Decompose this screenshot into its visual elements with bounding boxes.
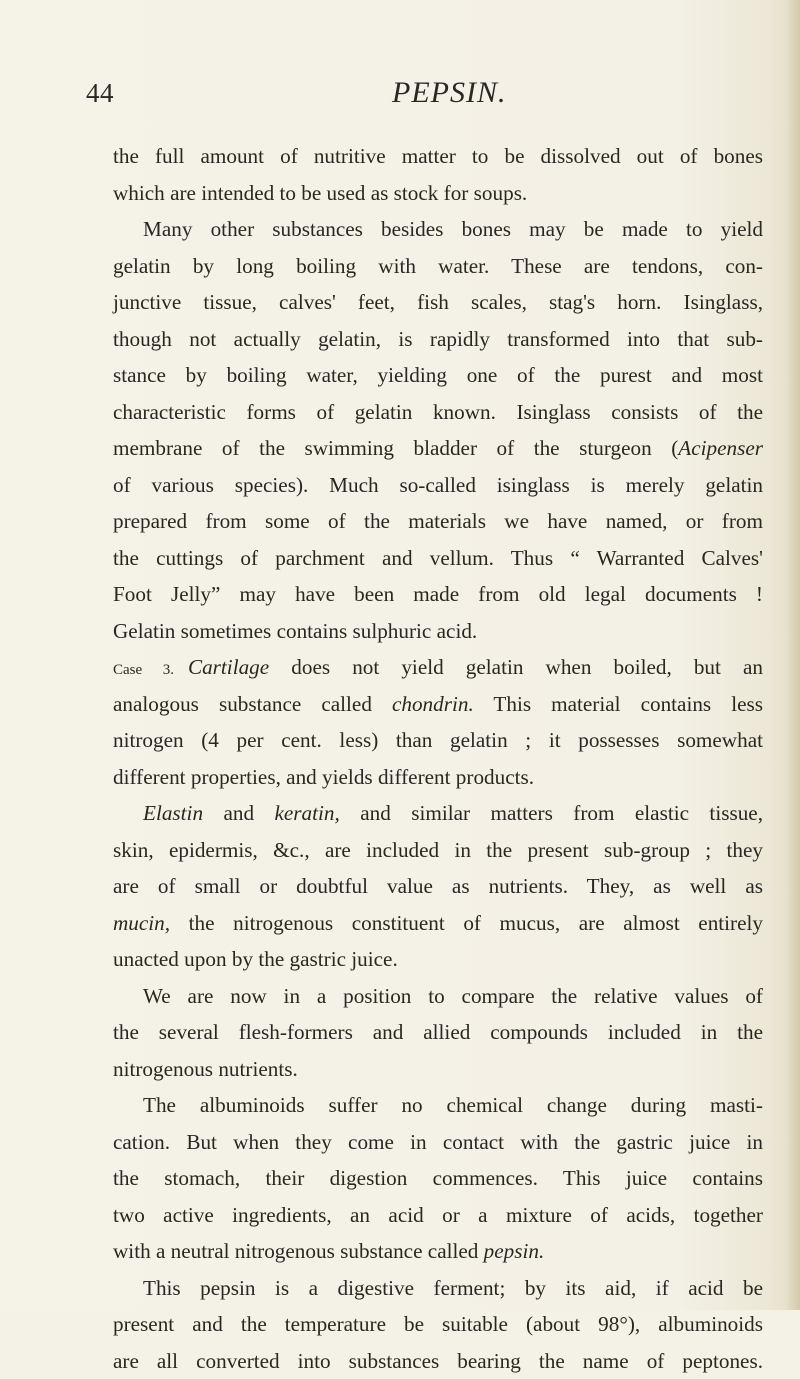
text-line: different properties, and yields different products. <box>113 759 763 796</box>
text-line: This pepsin is a digestive ferment; by its aid, if acid be <box>113 1270 763 1307</box>
text-line: the stomach, their digestion commences. This juice contains <box>113 1160 763 1197</box>
text-line: skin, epidermis, &c., are included in the present sub-group ; they <box>113 832 763 869</box>
italic-term: pepsin. <box>484 1239 545 1263</box>
text-span: This material contains less <box>474 692 763 716</box>
italic-term: mucin, <box>113 911 170 935</box>
text-line: unacted upon by the gastric juice. <box>113 941 763 978</box>
text-line: are of small or doubtful value as nutrients. They, as well as <box>113 868 763 905</box>
running-head <box>0 76 800 116</box>
text-line: stance by boiling water, yielding one of the purest and most <box>113 357 763 394</box>
text-line: characteristic forms of gelatin known. Isinglass consists of the <box>113 394 763 431</box>
text-span: analogous substance called <box>113 692 392 716</box>
italic-term: Elastin <box>143 801 203 825</box>
text-line <box>113 1233 763 1270</box>
italic-term: chondrin. <box>392 692 474 716</box>
page-edge-shadow <box>786 0 800 1310</box>
text-line: The albuminoids suffer no chemical change during masti- <box>113 1087 763 1124</box>
italic-term: keratin, <box>274 801 339 825</box>
text-line: though not actually gelatin, is rapidly transformed into that sub- <box>113 321 763 358</box>
text-line <box>113 795 763 832</box>
text-line <box>113 686 763 723</box>
text-span: with a neutral nitrogenous substance called <box>113 1239 484 1263</box>
text-line: nitrogenous nutrients. <box>113 1051 763 1088</box>
text-line: are all converted into substances bearing the name of peptones. <box>113 1343 763 1379</box>
text-line: nitrogen (4 per cent. less) than gelatin ; it possesses somewhat <box>113 722 763 759</box>
text-line: We are now in a position to compare the relative values of <box>113 978 763 1015</box>
text-line: junctive tissue, calves' feet, fish scales, stag's horn. Isinglass, <box>113 284 763 321</box>
text-span: membrane of the swimming bladder of the sturgeon ( <box>113 436 678 460</box>
text-line: two active ingredients, an acid or a mixture of acids, together <box>113 1197 763 1234</box>
text-line: cation. But when they come in contact with the gastric juice in <box>113 1124 763 1161</box>
text-line: Many other substances besides bones may be made to yield <box>113 211 763 248</box>
text-line <box>113 430 763 467</box>
text-line: present and the temperature be suitable (about 98°), albuminoids <box>113 1306 763 1343</box>
text-line: prepared from some of the materials we have named, or from <box>113 503 763 540</box>
page-number: 44 <box>86 78 114 109</box>
text-line: of various species). Much so-called isinglass is merely gelatin <box>113 467 763 504</box>
text-line: the several flesh-formers and allied compounds included in the <box>113 1014 763 1051</box>
italic-term: Acipenser <box>678 436 763 460</box>
text-span: does not yield gelatin when boiled, but an <box>269 655 763 679</box>
text-line: Foot Jelly” may have been made from old legal documents ! <box>113 576 763 613</box>
text-line: gelatin by long boiling with water. These are tendons, con- <box>113 248 763 285</box>
text-span: the nitrogenous constituent of mucus, are almost entirely <box>170 911 763 935</box>
italic-term: Cartilage <box>188 655 269 679</box>
text-line: which are intended to be used as stock for soups. <box>113 175 763 212</box>
text-span: and similar matters from elastic tissue, <box>340 801 763 825</box>
text-line: Gelatin sometimes contains sulphuric acid. <box>113 613 763 650</box>
body-text <box>113 138 763 1379</box>
text-line <box>113 905 763 942</box>
text-line <box>113 649 763 686</box>
case-label: Case 3. <box>113 662 174 678</box>
text-line: the cuttings of parchment and vellum. Thus “ Warranted Calves' <box>113 540 763 577</box>
text-line: the full amount of nutritive matter to be dissolved out of bones <box>113 138 763 175</box>
text-span: and <box>203 801 274 825</box>
running-title: PEPSIN. <box>392 76 506 110</box>
